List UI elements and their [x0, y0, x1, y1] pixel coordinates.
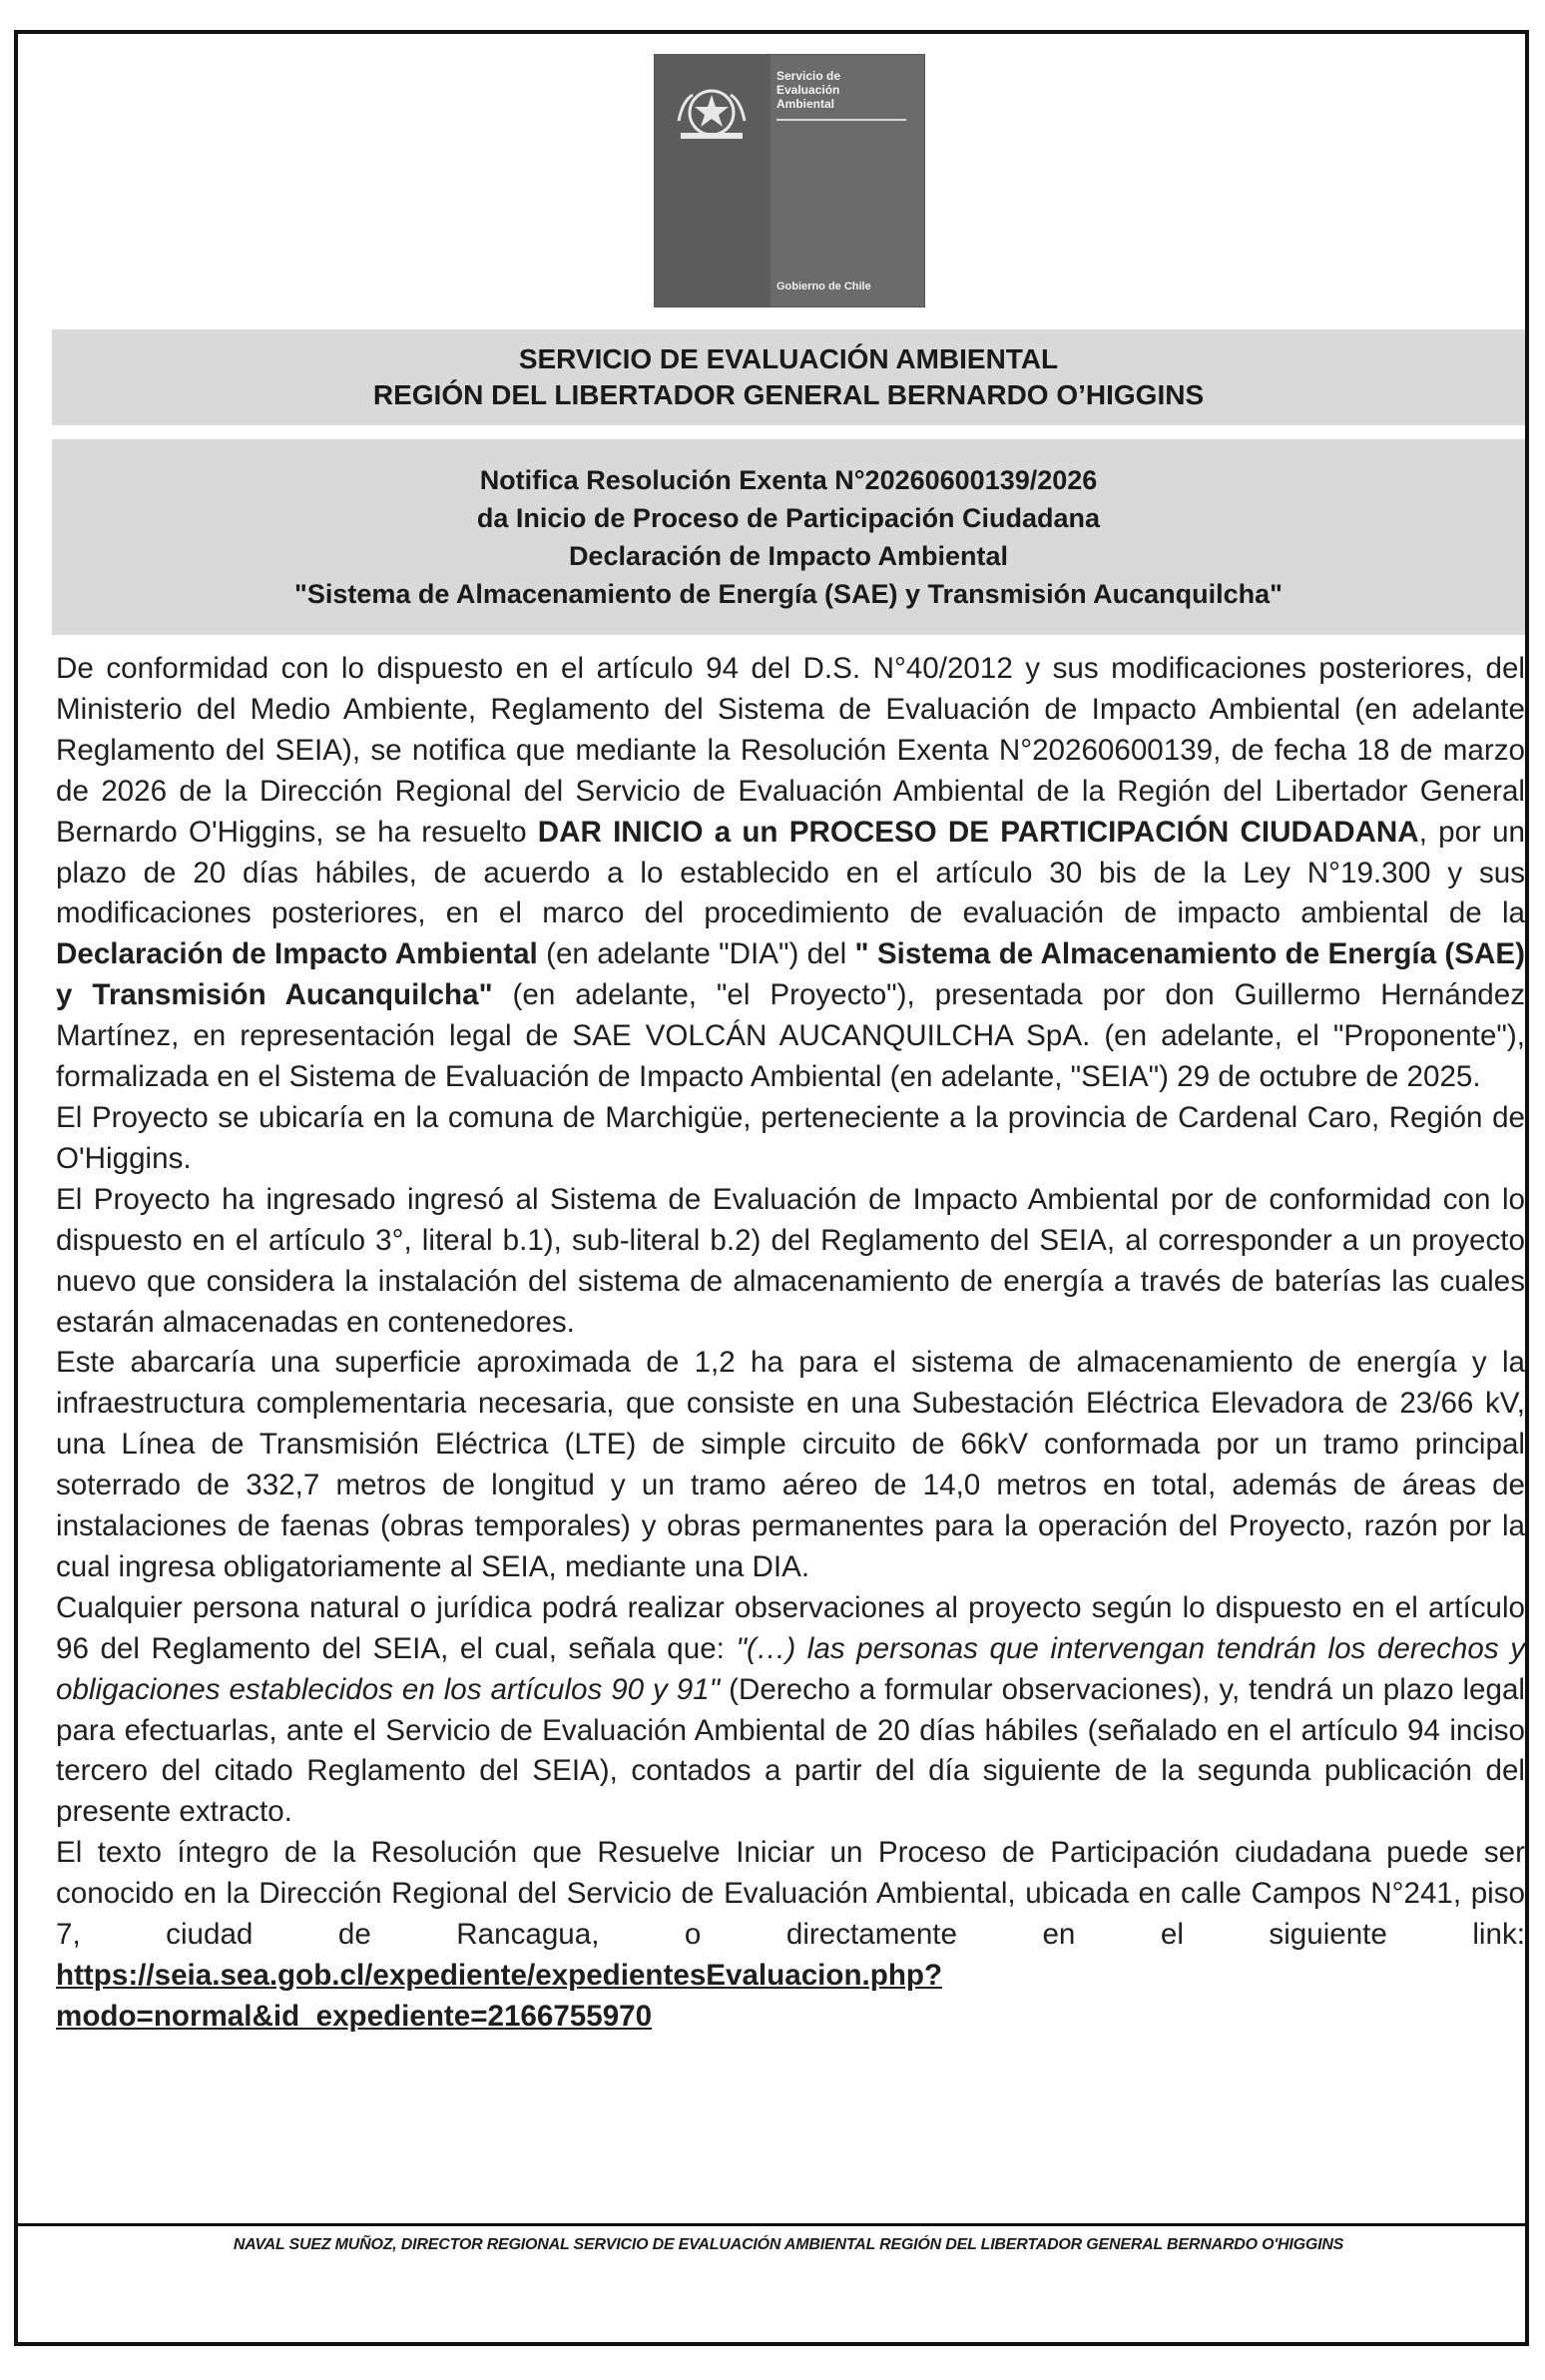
paragraph-6: El texto íntegro de la Resolución que Resuelve Iniciar un Proceso de Participación ciudadana puede ser conocido en la Dirección Regional del Servicio de Evaluación Ambiental, ubicada en calle Campos N°241, piso 7, ciudad de Rancagua, o directamente en el siguiente link: https://seia.sea.gob.cl/expediente/expedientesEvaluacion.php?modo=normal&id_expediente=2166755970 [56, 1836, 1525, 2033]
signature-line: NAVAL SUEZ MUÑOZ, DIRECTOR REGIONAL SERVICIO DE EVALUACIÓN AMBIENTAL REGIÓN DEL LIBERTADOR GENERAL BERNARDO O'HIGGINS [233, 2236, 1344, 2253]
logo-brand-text: Servicio de Evaluación Ambiental [776, 69, 841, 111]
paragraph-3: El Proyecto ha ingresado ingresó al Sistema de Evaluación de Impacto Ambiental por de conformidad con lo dispuesto en el artículo 3°, literal b.1), sub-literal b.2) del Reglamento del SEIA, al corresponder a un proyecto nuevo que considera la instalación del sistema de almacenamiento de energía a través de baterías las cuales estarán almacenadas en contenedores. [56, 1182, 1525, 1339]
logo-government-text: Gobierno de Chile [776, 281, 871, 293]
title-line-1: Notifica Resolución Exenta N°20260600139/2026 [479, 465, 1098, 495]
footer-divider [14, 2223, 1529, 2226]
title-band [52, 439, 1525, 635]
paragraph-4: Este abarcaría una superficie aproximada de 1,2 ha para el sistema de almacenamiento de energía y la infraestructura complementaria necesaria, que consiste en una Subestación Eléctrica Elevadora de 23/66 kV, una Línea de Transmisión Eléctrica (LTE) de simple circuito de 66kV conformada por un tramo principal soterrado de 332,7 metros de longitud y un tramo aéreo de 14,0 metros en total, además de áreas de instalaciones de faenas (obras temporales) y obras permanentes para la operación del Proyecto, razón por la cual ingresa obligatoriamente al SEIA, mediante una DIA. [56, 1346, 1525, 1583]
header-line-1: SERVICIO DE EVALUACIÓN AMBIENTAL [518, 343, 1059, 374]
paragraph-1: De conformidad con lo dispuesto en el artículo 94 del D.S. N°40/2012 y sus modificaciones posteriores, del Ministerio del Medio Ambiente, Reglamento del Sistema de Evaluación de Impacto Ambiental (en adelante Reglamento del SEIA), se notifica que mediante la Resolución Exenta N°20260600139, de fecha 18 de marzo de 2026 de la Dirección Regional del Servicio de Evaluación Ambiental de la Región del Libertador General Bernardo O'Higgins, se ha resuelto DAR INICIO a un PROCESO DE PARTICIPACIÓN CIUDADANA, por un plazo de 20 días hábiles, de acuerdo a lo establecido en el artículo 30 bis de la Ley N°19.300 y sus modificaciones posteriores, en el marco del procedimiento de evaluación de impacto ambiental de la Declaración de Impacto Ambiental (en adelante "DIA") del " Sistema de Almacenamiento de Energía (SAE) y Transmisión Aucanquilcha" (en adelante, "el Proyecto"), presentada por don Guillermo Hernández Martínez, en representación legal de SAE VOLCÁN AUCANQUILCHA SpA. (en adelante, el "Proponente"), formalizada en el Sistema de Evaluación de Impacto Ambiental (en adelante, "SEIA") 29 de octubre de 2025. [56, 652, 1525, 1094]
logo-crest-panel [655, 55, 771, 306]
title-line-4: "Sistema de Almacenamiento de Energía (SAE) y Transmisión Aucanquilcha" [294, 579, 1283, 609]
paragraph-5: Cualquier persona natural o jurídica podrá realizar observaciones al proyecto según lo dispuesto en el artículo 96 del Reglamento del SEIA, el cual, señala que: "(…) las personas que intervengan tendrán los derechos y obligaciones establecidos en los artículos 90 y 91" (Derecho a formular observaciones), y, tendrá un plazo legal para efectuarlas, ante el Servicio de Evaluación Ambiental de 20 días hábiles (señalado en el artículo 94 inciso tercero del citado Reglamento del SEIA), contados a partir del día siguiente de la segunda publicación del presente extracto. [56, 1590, 1525, 1829]
paragraph-2: El Proyecto se ubicaría en la comuna de Marchigüe, perteneciente a la provincia de Cardenal Caro, Región de O'Higgins. [56, 1100, 1525, 1175]
header-band [52, 329, 1525, 425]
logo-rule [776, 119, 906, 121]
header-line-2: REGIÓN DEL LIBERTADOR GENERAL BERNARDO O’HIGGINS [372, 379, 1205, 410]
chile-crest-icon [673, 73, 751, 151]
sea-logo [654, 54, 925, 307]
notice-body [56, 649, 1525, 2038]
title-line-3: Declaración de Impacto Ambiental [568, 541, 1009, 571]
title-line-2: da Inicio de Proceso de Participación Ciudadana [476, 503, 1101, 533]
expediente-link[interactable]: https://seia.sea.gob.cl/expediente/expedientesEvaluacion.php?modo=normal&id_expediente=2166755970 [56, 1959, 943, 2033]
